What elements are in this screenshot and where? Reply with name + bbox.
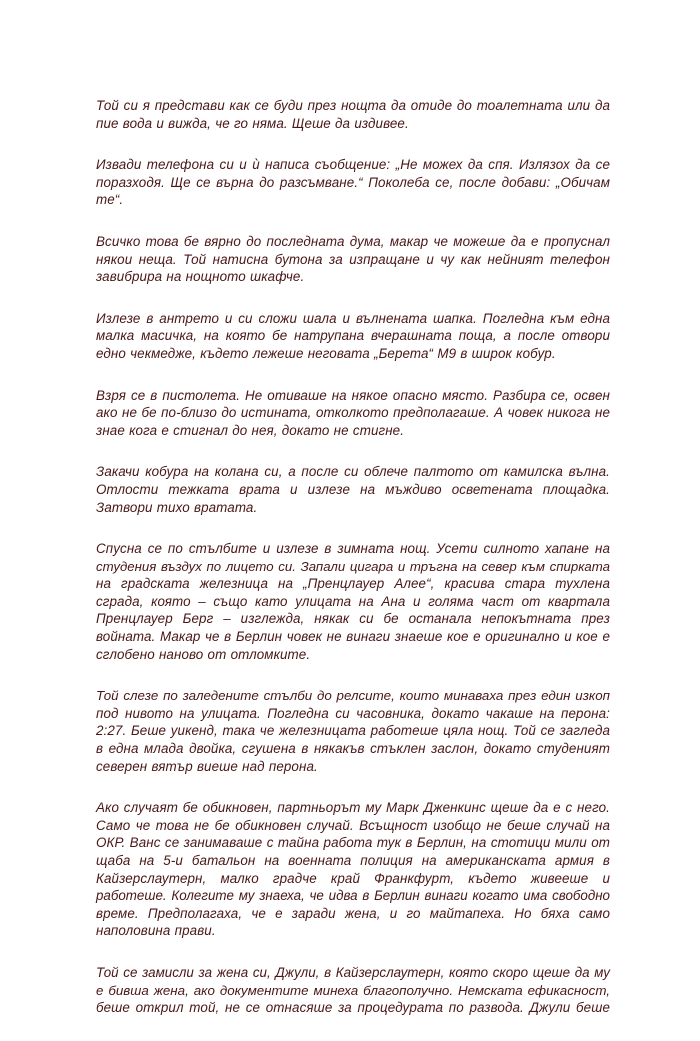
- text-line: е бивша жена, ако документите минеха благополучно. Немската ефикасност,: [96, 982, 610, 998]
- text-line: Отлости тежката врата и излезе на мъждиво осветената площадка.: [96, 481, 610, 497]
- text-line: беше открил той, не се отнасяше за процедурата по развода. Джули беше: [96, 1000, 610, 1016]
- text-line: поразходя. Ще се върна до разсъмване.“ Поколеба се, после добави: „Обичам: [96, 174, 610, 190]
- text-line: някои неща. Той натисна бутона за изпращане и чу как нейният телефон: [96, 251, 610, 267]
- text-line: Ако случаят бе обикновен, партньорът му Марк Дженкинс щеше да е с него.: [96, 800, 610, 816]
- body-text: [96, 97, 610, 1041]
- text-line: Излезе в антрето и си сложи шала и вълнената шапка. Погледна към една: [96, 310, 610, 326]
- text-line: студения въздух по лицето си. Запали цигара и тръгна на север към спирката: [96, 558, 610, 574]
- text-line: под нивото на улицата. Погледна си часовника, докато чакаше на перона:: [96, 705, 610, 721]
- text-line: Той се замисли за жена си, Джули, в Кайзерслаутерн, която скоро щеше да му: [96, 964, 610, 980]
- paragraph: [96, 540, 610, 663]
- text-line: в една млада двойка, сгушена в някакъв стъклен заслон, докато студеният: [96, 741, 610, 757]
- paragraph: [96, 233, 610, 286]
- text-line: Взря се в пистолета. Не отиваше на някое опасно място. Разбира се, освен: [96, 387, 610, 403]
- text-line: щаба на 5-и батальон на военната полиция на американската армия в: [96, 853, 610, 868]
- text-line: Закачи кобура на колана си, а после си облече палтото от камилска вълна.: [96, 464, 610, 480]
- paragraph: [96, 463, 610, 516]
- text-line: Само че това не бе обикновен случай. Всъщност изобщо не беше случай на: [96, 817, 610, 833]
- text-line: Кайзерслаутерн, малко градче край Франкфурт, където живееше и: [96, 870, 610, 886]
- paragraph: [96, 156, 610, 209]
- text-line: наполовина прави.: [96, 923, 216, 939]
- text-line: ОКР. Ванс се занимаваше с тайна работа тук в Берлин, на стотици мили от: [96, 835, 610, 851]
- text-line: Пренцлауер Берг – изглежда, някак си бе останала непокътната през: [96, 611, 610, 627]
- text-line: малка масичка, на която бе натрупана вчерашната поща, а после отвори: [96, 328, 610, 344]
- paragraph: [96, 964, 610, 1017]
- text-line: Спусна се по стълбите и излезе в зимната нощ. Усети силното хапане на: [96, 541, 610, 557]
- text-line: северен вятър виеше над перона.: [96, 758, 318, 774]
- text-line: те“.: [96, 192, 124, 208]
- paragraph: [96, 387, 610, 440]
- text-line: Затвори тихо вратата.: [96, 499, 258, 515]
- text-line: пие вода и вижда, че го няма. Щеше да издивее.: [96, 115, 409, 131]
- text-line: 2:27. Беше уикенд, така че железницата работеше цяла нощ. Той се загледа: [96, 723, 610, 739]
- text-line: сглобено наново от отломките.: [96, 646, 311, 662]
- text-line: сграда, която – също като улицата на Ана и голяма част от квартала: [96, 593, 610, 609]
- text-line: завибрира на нощното шкафче.: [96, 269, 305, 285]
- text-line: знае кога е стигнал до нея, докато не стигне.: [96, 422, 405, 438]
- paragraph: [96, 687, 610, 775]
- text-line: войната. Макар че в Берлин човек не винаги знаеше кое е оригинално и кое е: [96, 629, 610, 645]
- text-line: Той си я представи как се буди през нощта да отиде до тоалетната или да: [96, 98, 610, 113]
- paragraph: [96, 97, 610, 132]
- paragraph: [96, 310, 610, 363]
- paragraph: [96, 799, 610, 940]
- text-line: Всичко това бе вярно до последната дума, макар че можеше да е пропуснал: [96, 233, 610, 249]
- text-line: Той слезе по заледените стълби до релсите, които минаваха през един изкоп: [96, 688, 610, 704]
- text-line: ако не бе по-близо до истината, отколкото предполагаше. А човек никога не: [96, 405, 610, 421]
- text-line: Извади телефона си и ѝ написа съобщение: „Не можех да спя. Излязох да се: [96, 157, 610, 173]
- text-line: време. Предполагаха, че е заради жена, и го майтапеха. Но бяха само: [96, 905, 610, 921]
- text-line: едно чекмедже, където лежеше неговата „Берета“ М9 в широк кобур.: [96, 345, 556, 361]
- text-line: работеше. Колегите му знаеха, че идва в Берлин винаги когато има свободно: [96, 888, 610, 904]
- text-line: на градската железница на „Пренцлауер Алее“, красива стара тухлена: [96, 576, 610, 592]
